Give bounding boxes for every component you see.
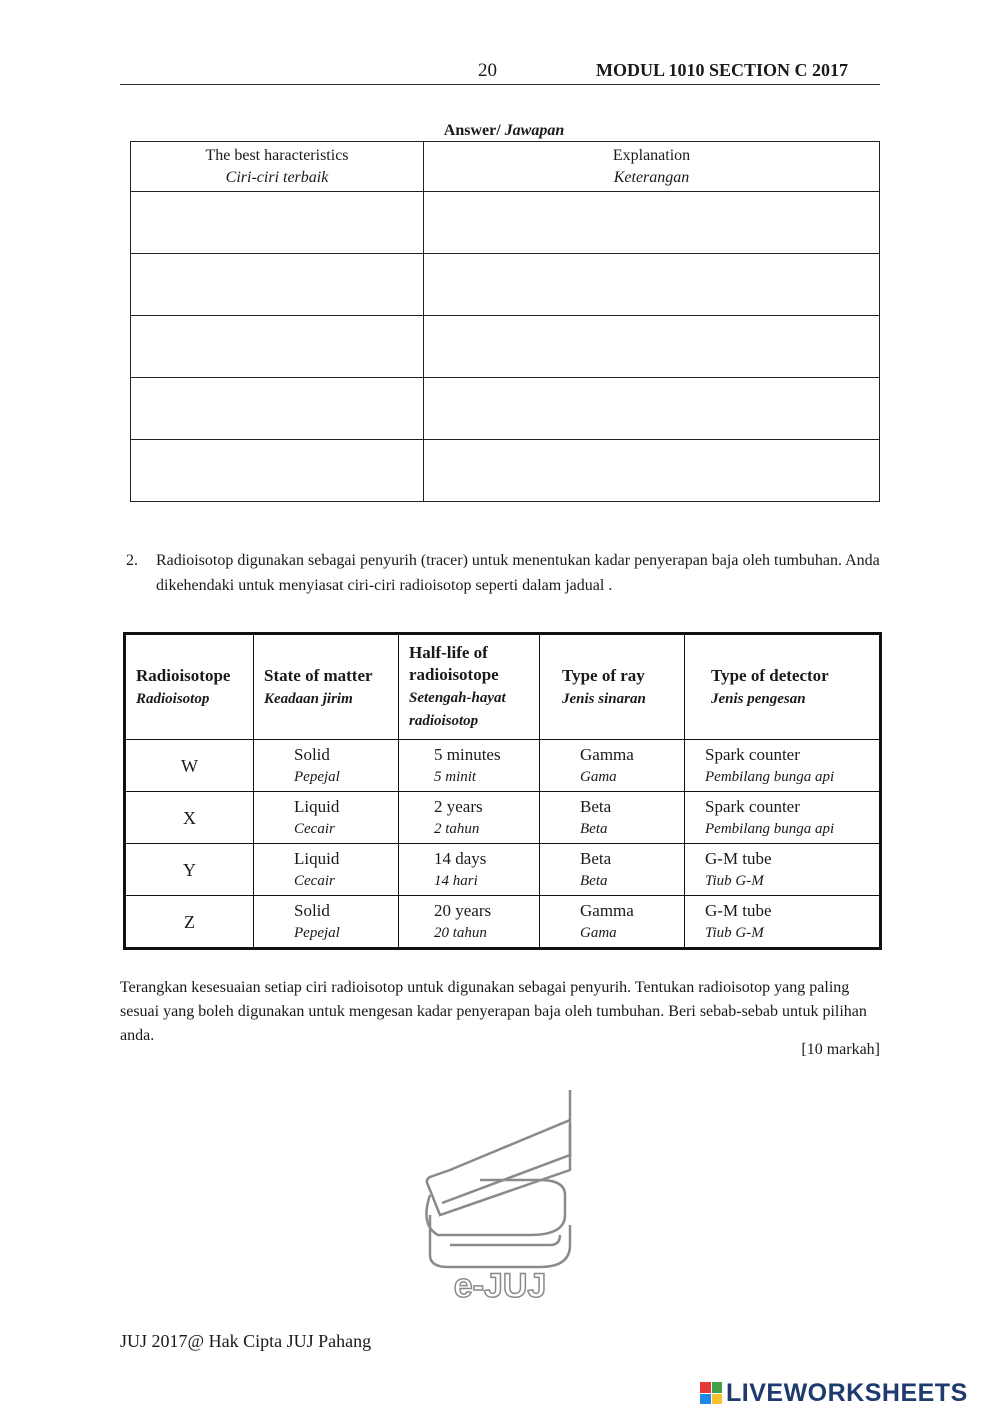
ray-cell	[540, 844, 685, 896]
radioisotope-table	[123, 632, 882, 950]
half-en: 5 minutes	[434, 744, 501, 764]
liveworksheets-icon	[700, 1382, 722, 1404]
half-life-cell	[399, 896, 540, 949]
answer-col1-en: The best haracteristics	[205, 146, 349, 164]
half-life-cell	[399, 844, 540, 896]
iso-row-z	[125, 896, 881, 949]
logo-text: e-JUJ	[453, 1267, 547, 1305]
det-en: G-M tube	[705, 848, 772, 868]
ray-cell	[540, 792, 685, 844]
answer-explanation-cell[interactable]	[424, 316, 880, 378]
answer-explanation-cell[interactable]	[424, 254, 880, 316]
header-ms: Radioisotop	[136, 690, 210, 707]
half-life-cell	[399, 792, 540, 844]
answer-explanation-cell[interactable]	[424, 192, 880, 254]
header-ms: Setengah-hayat radioisotop	[409, 690, 506, 729]
answer-table	[130, 141, 880, 502]
ray-en: Beta	[580, 796, 612, 816]
answer-col1-ms: Ciri-ciri terbaik	[225, 168, 329, 186]
answer-title-en: Answer/	[443, 122, 501, 139]
header-en: Type of detector	[711, 665, 829, 685]
answer-row	[131, 254, 880, 316]
answer-col2-header	[424, 142, 880, 192]
marks-label: [10 markah]	[801, 1041, 880, 1058]
detector-cell	[685, 844, 881, 896]
e-juj-logo	[420, 1085, 580, 1305]
detector-cell	[685, 792, 881, 844]
radioisotope-id: Z	[125, 896, 254, 949]
header-en: Radioisotope	[136, 665, 231, 685]
radioisotope-id: X	[125, 792, 254, 844]
state-cell	[254, 740, 399, 792]
half-en: 14 days	[434, 848, 487, 868]
module-title: MODUL 1010 SECTION C 2017	[596, 60, 849, 80]
ray-ms: Gama	[580, 924, 617, 941]
question-text: Radioisotop digunakan sebagai penyurih (tracer) untuk menentukan kadar penyerapan baja oleh tumbuhan. Anda dikehendaki untuk menyiasat ciri-ciri radioisotop seperti dalam jadual .	[156, 552, 880, 594]
state-ms: Pepejal	[294, 924, 340, 941]
brand-name: LIVEWORKSHEETS	[726, 1378, 968, 1407]
iso-header-row	[125, 634, 881, 740]
ray-ms: Beta	[580, 872, 608, 889]
state-en: Liquid	[294, 796, 340, 816]
ray-cell	[540, 740, 685, 792]
answer-row	[131, 316, 880, 378]
header-en: Type of ray	[562, 665, 645, 685]
detector-cell	[685, 896, 881, 949]
half-life-cell	[399, 740, 540, 792]
half-en: 2 years	[434, 796, 483, 816]
radioisotope-id: Y	[125, 844, 254, 896]
half-ms: 20 tahun	[434, 924, 487, 941]
answer-col2-ms: Keterangan	[613, 168, 690, 186]
header-en: Half-life of radioisotope	[409, 643, 499, 684]
header-ms: Jenis pengesan	[711, 690, 806, 707]
state-cell	[254, 792, 399, 844]
det-ms: Pembilang bunga api	[705, 768, 835, 785]
answer-title-ms: Jawapan	[504, 122, 565, 139]
answer-row	[131, 378, 880, 440]
iso-row-y	[125, 844, 881, 896]
ray-en: Gamma	[580, 744, 634, 764]
det-en: G-M tube	[705, 900, 772, 920]
question-2	[126, 548, 886, 598]
answer-characteristic-cell[interactable]	[131, 254, 424, 316]
header-radioisotope	[125, 634, 254, 740]
iso-row-x	[125, 792, 881, 844]
answer-characteristic-cell[interactable]	[131, 316, 424, 378]
ray-cell	[540, 896, 685, 949]
header-en: State of matter	[264, 665, 373, 685]
header-state	[254, 634, 399, 740]
header-ms: Jenis sinaran	[562, 690, 646, 707]
answer-row	[131, 440, 880, 502]
ray-ms: Beta	[580, 820, 608, 837]
state-ms: Cecair	[294, 872, 335, 889]
half-en: 20 years	[434, 900, 492, 920]
det-en: Spark counter	[705, 744, 800, 764]
half-ms: 14 hari	[434, 872, 478, 889]
answer-characteristic-cell[interactable]	[131, 440, 424, 502]
det-ms: Tiub G-M	[705, 872, 764, 889]
answer-explanation-cell[interactable]	[424, 378, 880, 440]
page-number: 20	[478, 60, 497, 81]
state-cell	[254, 844, 399, 896]
det-ms: Pembilang bunga api	[705, 820, 835, 837]
ray-en: Gamma	[580, 900, 634, 920]
header-detector	[685, 634, 881, 740]
state-ms: Cecair	[294, 820, 335, 837]
detector-cell	[685, 740, 881, 792]
liveworksheets-brand[interactable]	[700, 1378, 968, 1408]
state-en: Liquid	[294, 848, 340, 868]
answer-characteristic-cell[interactable]	[131, 378, 424, 440]
ray-en: Beta	[580, 848, 612, 868]
det-en: Spark counter	[705, 796, 800, 816]
answer-header-row	[131, 142, 880, 192]
state-ms: Pepejal	[294, 768, 340, 785]
header-ray	[540, 634, 685, 740]
iso-row-w	[125, 740, 881, 792]
ray-ms: Gama	[580, 768, 617, 785]
header-half-life	[399, 634, 540, 740]
question-number: 2.	[126, 552, 138, 569]
answer-col1-header	[131, 142, 424, 192]
footer-copyright: JUJ 2017@ Hak Cipta JUJ Pahang	[120, 1331, 372, 1351]
state-en: Solid	[294, 900, 330, 920]
state-en: Solid	[294, 744, 330, 764]
answer-explanation-cell[interactable]	[424, 440, 880, 502]
state-cell	[254, 896, 399, 949]
header-rule	[120, 84, 880, 85]
answer-title	[130, 122, 878, 140]
header-ms: Keadaan jirim	[264, 690, 353, 707]
half-ms: 5 minit	[434, 768, 477, 785]
radioisotope-id: W	[125, 740, 254, 792]
det-ms: Tiub G-M	[705, 924, 764, 941]
instruction-text: Terangkan kesesuaian setiap ciri radioisotop untuk digunakan sebagai penyurih. Tentukan radioisotop yang paling sesuai yang boleh digunakan untuk mengesan kadar penyerapan baja oleh tumbuhan. Beri sebab-sebab untuk pilihan anda.	[120, 979, 867, 1044]
answer-characteristic-cell[interactable]	[131, 192, 424, 254]
answer-col2-en: Explanation	[612, 146, 691, 164]
half-ms: 2 tahun	[434, 820, 480, 837]
answer-row	[131, 192, 880, 254]
